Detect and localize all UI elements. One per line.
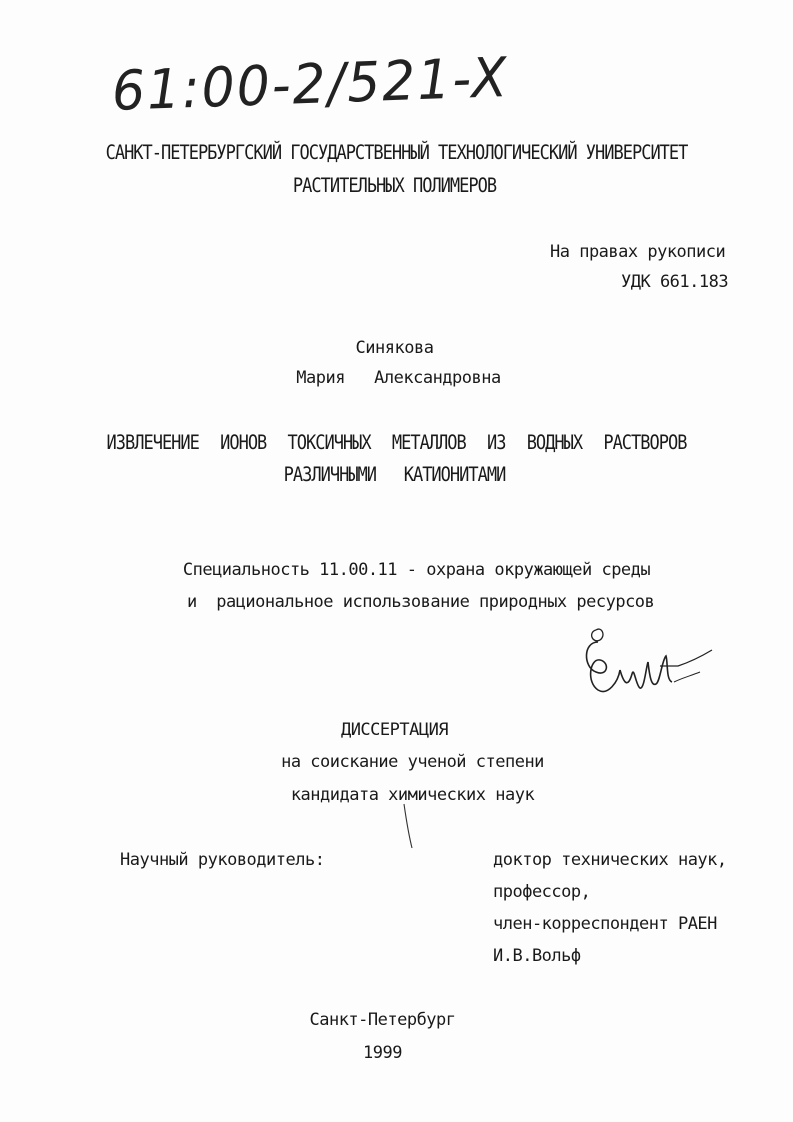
archive-number: 61:00-2/521-X [110, 46, 510, 124]
dissertation-label: ДИССЕРТАЦИЯ [340, 720, 449, 740]
specialty-line2: и рациональное использование природных ресурсов [187, 592, 655, 612]
university-name-line2: РАСТИТЕЛЬНЫХ ПОЛИМЕРОВ [292, 174, 497, 198]
advisor-degree: доктор технических наук, [493, 850, 727, 870]
advisor-label: Научный руководитель: [120, 850, 325, 870]
dissertation-title-line1: ИЗВЛЕЧЕНИЕ ИОНОВ ТОКСИЧНЫХ МЕТАЛЛОВ ИЗ ВОДНЫХ РАСТВОРОВ [106, 431, 687, 455]
university-name-line1: САНКТ-ПЕТЕРБУРГСКИЙ ГОСУДАРСТВЕННЫЙ ТЕХНОЛОГИЧЕСКИЙ УНИВЕРСИТЕТ [105, 141, 688, 165]
dissertation-degree-line2: кандидата химических наук [290, 785, 535, 805]
author-surname: Синякова [355, 338, 434, 358]
dissertation-degree-line1: на соискание ученой степени [281, 752, 544, 772]
advisor-rank: профессор, [493, 882, 591, 902]
specialty-line1: Специальность 11.00.11 - охрана окружающей среды [182, 560, 651, 580]
signature-image [578, 622, 718, 702]
dissertation-title-line2: РАЗЛИЧНЫМИ КАТИОНИТАМИ [283, 463, 506, 487]
advisor-name: И.В.Вольф [493, 946, 581, 966]
manuscript-rights: На правах рукописи [550, 242, 726, 262]
pen-mark [402, 802, 414, 850]
year: 1999 [363, 1043, 402, 1063]
city: Санкт-Петербург [309, 1010, 456, 1030]
udc-code: УДК 661.183 [621, 272, 729, 292]
author-name: Мария Александровна [296, 368, 501, 388]
advisor-membership: член-корреспондент РАЕН [493, 914, 717, 934]
